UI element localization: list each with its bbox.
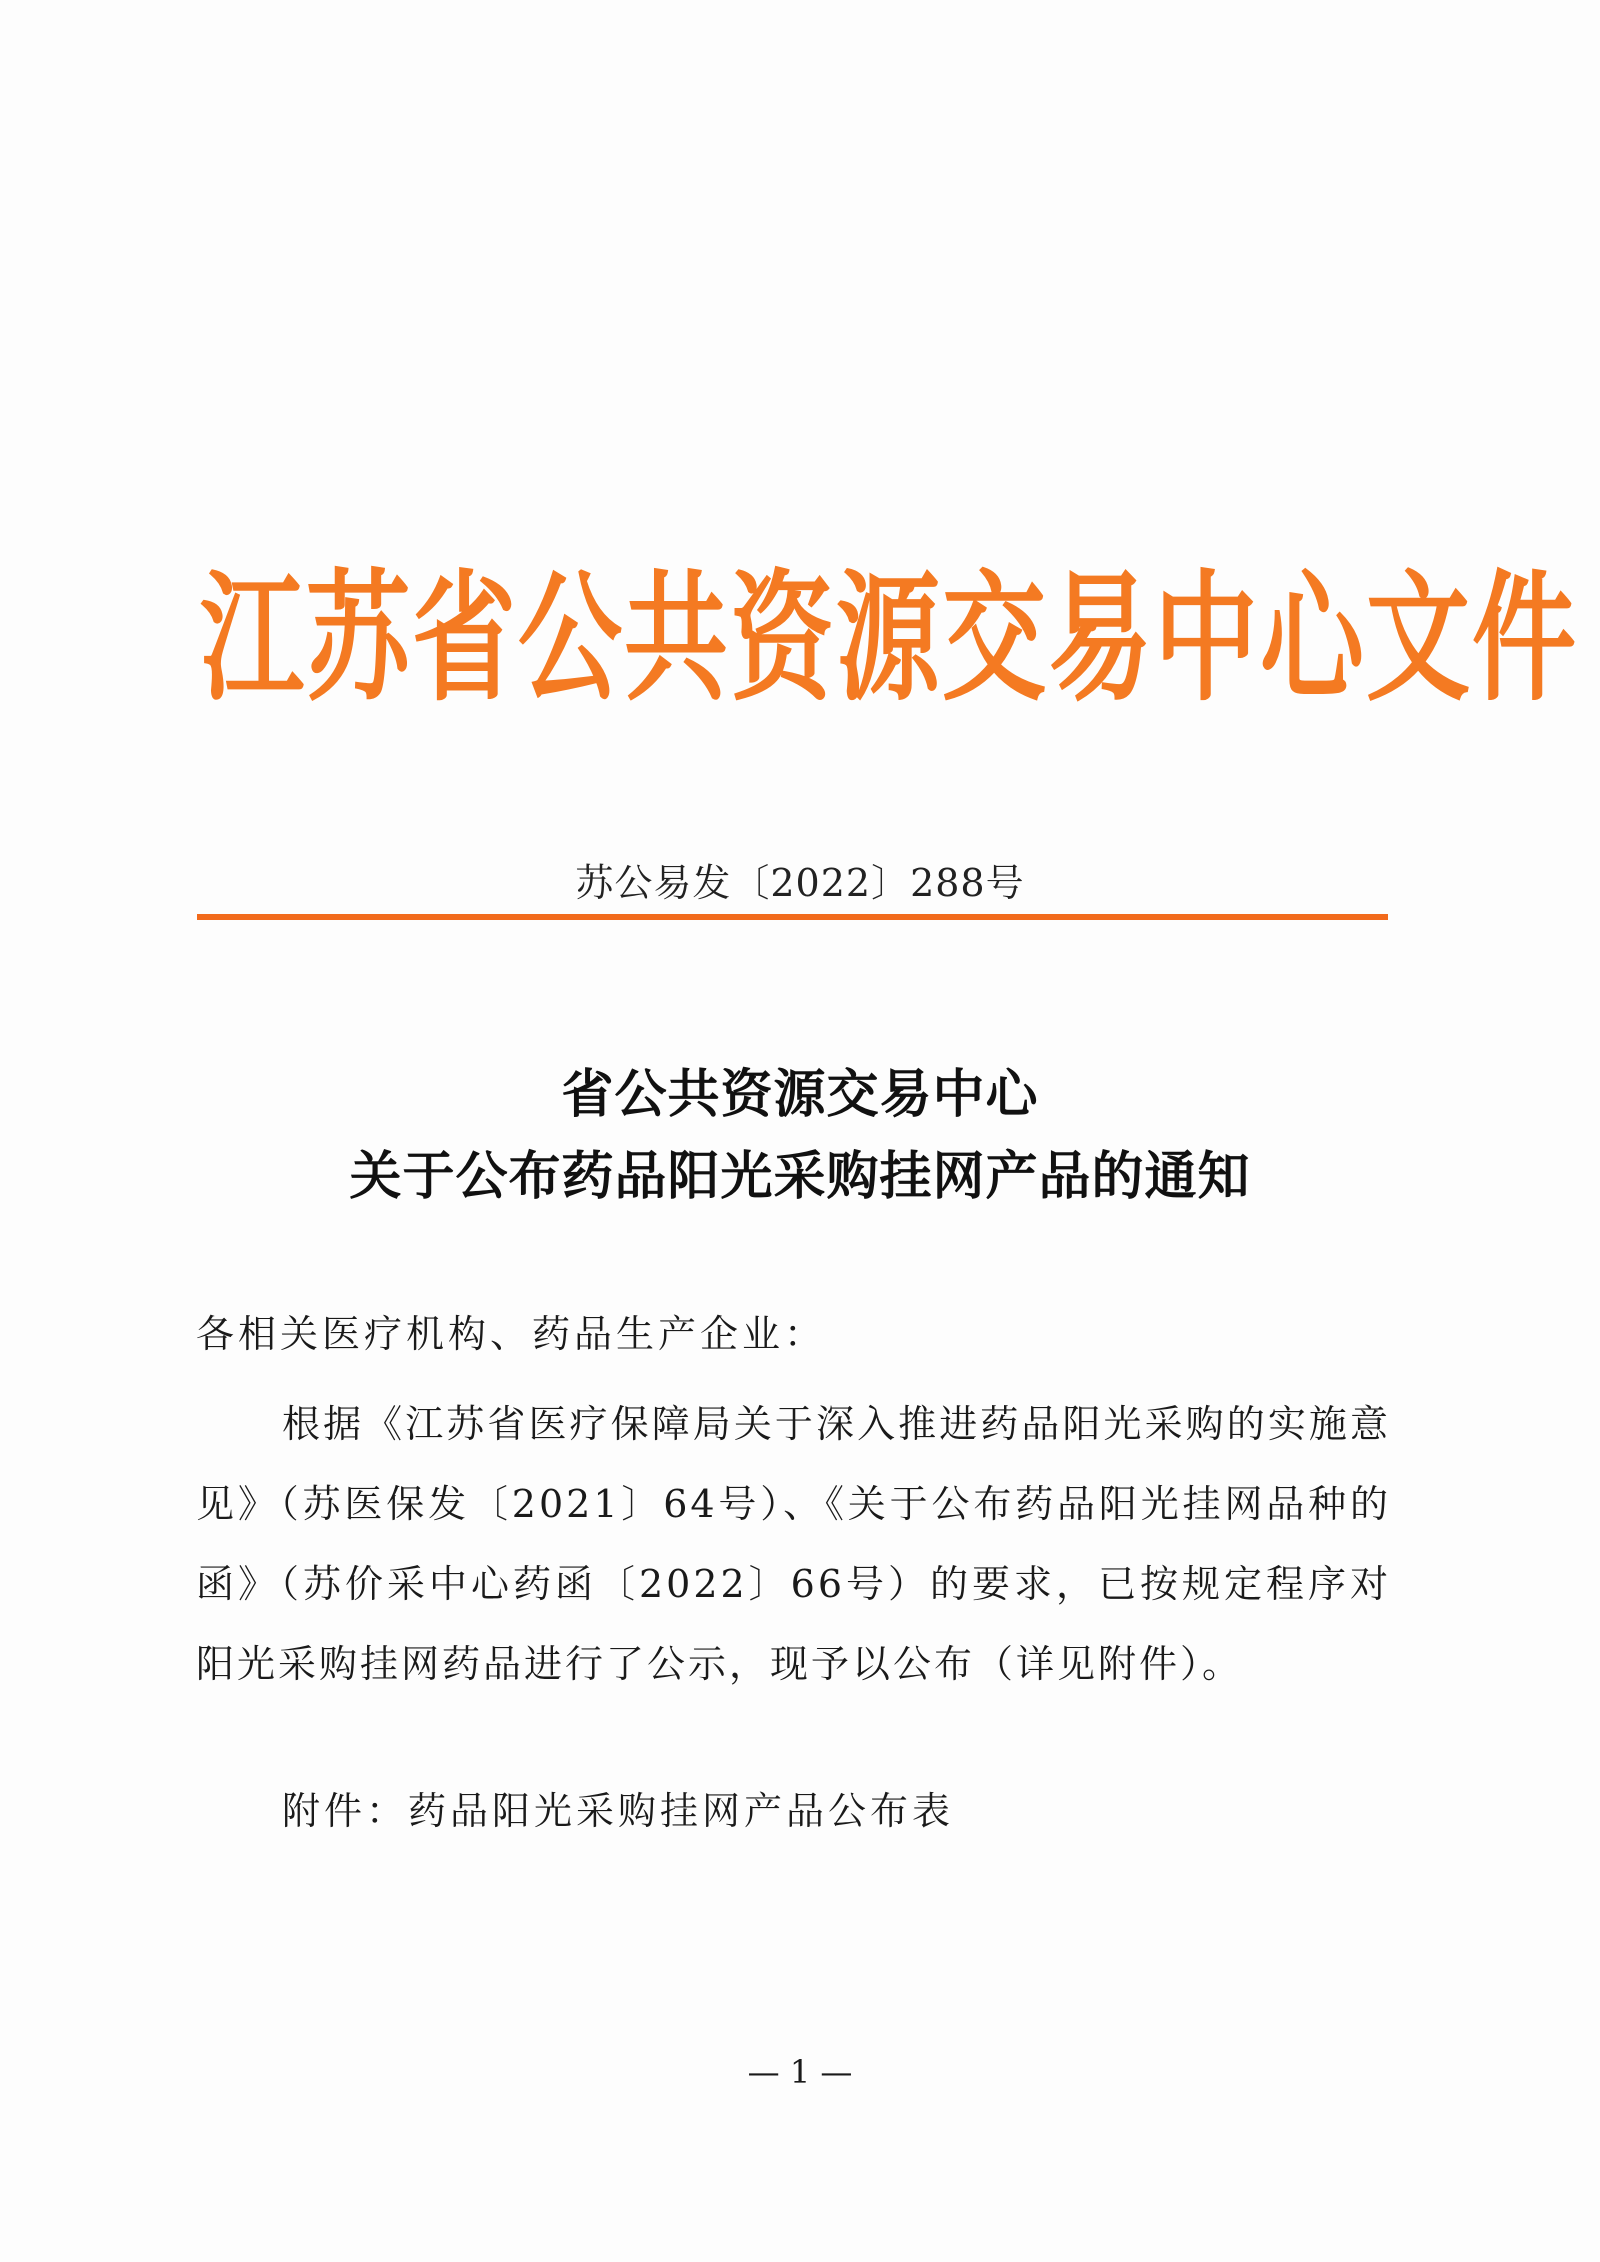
salutation: 各相关医疗机构、药品生产企业： bbox=[196, 1312, 827, 1356]
notice-title-line1: 省公共资源交易中心 bbox=[561, 1064, 1039, 1125]
page-number: — 1 — bbox=[747, 2053, 853, 2091]
masthead-title: 江苏省公共资源交易中心文件 bbox=[200, 556, 1579, 721]
header-divider bbox=[197, 914, 1388, 920]
body-paragraph: 根据《江苏省医疗保障局关于深入推进药品阳光采购的实施意见》（苏医保发〔2021〕64号）、《关于公布药品阳光挂网品种的函》（苏价采中心药函〔2022〕66号）的要求，已按规定程序对阳光采购挂网药品进行了公示，现予以公布（详见附件）。 bbox=[196, 1402, 1391, 1686]
notice-title-line2: 关于公布药品阳光采购挂网产品的通知 bbox=[349, 1146, 1251, 1207]
attachment-note: 附件：药品阳光采购挂网产品公布表 bbox=[282, 1789, 955, 1833]
document-number: 苏公易发〔2022〕288号 bbox=[575, 861, 1025, 905]
